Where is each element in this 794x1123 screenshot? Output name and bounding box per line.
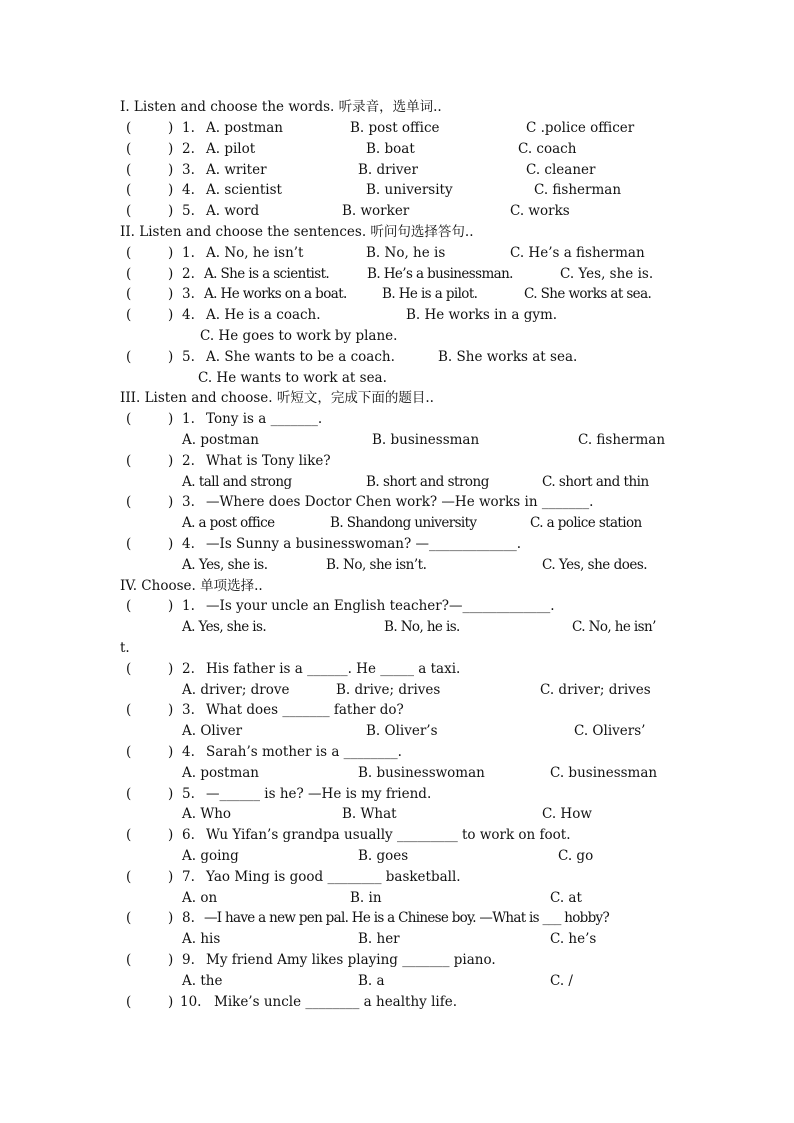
question-number: 2.	[182, 141, 195, 157]
options-row	[120, 721, 680, 741]
question-number: 6.	[182, 827, 195, 843]
question-row	[120, 867, 680, 887]
question-number: 4.	[182, 307, 195, 323]
question-number: III. Listen and choose. 听短文，完成下面的题目..	[120, 390, 434, 406]
option-c: C. He wants to work at sea.	[198, 370, 387, 386]
question-number: 1.	[182, 120, 195, 136]
option-a: A. pilot	[206, 141, 256, 157]
options-row	[120, 929, 680, 949]
question-row	[120, 659, 680, 679]
question-text: What is Tony like?	[206, 453, 331, 469]
option-c: C. coach	[518, 141, 577, 157]
question-text: —Is Sunny a businesswoman? —_____________.	[206, 536, 522, 552]
option-c: C. go	[558, 848, 594, 864]
option-b: B. He’s a businessman.	[367, 266, 513, 282]
question-number: 3.	[182, 702, 195, 718]
option-b: B. He is a pilot.	[382, 286, 478, 302]
question-number: 1.	[182, 411, 195, 427]
option-a: A. Yes, she is.	[182, 557, 268, 573]
question-text: —______ is he? —He is my friend.	[206, 786, 432, 802]
question-row	[120, 201, 680, 221]
option-c: C. fisherman	[578, 432, 666, 448]
question-number: 5.	[182, 203, 195, 219]
section-3-heading	[120, 388, 680, 408]
option-a: A. postman	[206, 120, 283, 136]
question-row	[120, 160, 680, 180]
option-a: A. No, he isn’t	[206, 245, 304, 261]
question-row	[120, 742, 680, 762]
option-a: A. going	[182, 848, 239, 864]
question-row	[120, 118, 680, 138]
option-a: A. Oliver	[182, 723, 243, 739]
options-row	[120, 430, 680, 450]
question-number: 1.	[182, 245, 195, 261]
option-c: C. He goes to work by plane.	[200, 328, 398, 344]
options-row	[120, 804, 680, 824]
question-number: 9.	[182, 952, 195, 968]
question-number: 5.	[182, 349, 195, 365]
option-a: A. Who	[182, 806, 232, 822]
question-text: Yao Ming is good ________ basketball.	[206, 869, 461, 885]
question-number: 10.	[180, 994, 202, 1010]
options-row	[120, 971, 680, 991]
question-number: 4.	[182, 536, 195, 552]
option-c: C. She works at sea.	[524, 286, 652, 302]
option-b: B. a	[358, 973, 385, 989]
option-b: B. university	[366, 182, 453, 198]
question-number: II. Listen and choose the sentences. 听问句选择答句..	[120, 224, 474, 240]
option-b: B. driver	[358, 162, 418, 178]
option-c: C. businessman	[550, 765, 658, 781]
option-b: B. What	[342, 806, 397, 822]
question-row	[120, 451, 680, 471]
option-c: C. Yes, she does.	[542, 557, 648, 573]
question-row	[120, 908, 680, 928]
wrap-row	[120, 638, 680, 658]
question-text: —Where does Doctor Chen work? —He works in _______.	[206, 494, 594, 510]
option-a: A. scientist	[206, 182, 282, 198]
question-number: 5.	[182, 786, 195, 802]
question-row	[120, 492, 680, 512]
option-a: A. tall and strong	[182, 474, 292, 490]
option-a: A. He works on a boat.	[204, 286, 347, 302]
question-text: Wu Yifan’s grandpa usually _________ to work on foot.	[206, 827, 571, 843]
options-row	[120, 680, 680, 700]
options-row	[120, 846, 680, 866]
question-number: 4.	[182, 182, 195, 198]
option-b: B. Oliver’s	[366, 723, 438, 739]
question-number: 2.	[182, 266, 195, 282]
option-b: B. businesswoman	[358, 765, 485, 781]
option-a: A. writer	[206, 162, 267, 178]
option-a: A. driver; drove	[182, 682, 290, 698]
options-row	[120, 617, 680, 637]
option-c-wrap: t.	[120, 640, 130, 656]
options-row	[120, 513, 680, 533]
question-number: 3.	[182, 286, 195, 302]
option-a: A. postman	[182, 765, 259, 781]
option-a: A. She is a scientist.	[204, 266, 330, 282]
section-1-heading	[120, 97, 680, 117]
question-row	[120, 700, 680, 720]
question-number: I. Listen and choose the words. 听录音，选单词..	[120, 99, 442, 115]
option-b: B. in	[350, 890, 382, 906]
option-c: C. cleaner	[526, 162, 596, 178]
option-a: A. word	[206, 203, 260, 219]
option-a: A. She wants to be a coach.	[206, 349, 395, 365]
question-row	[120, 950, 680, 970]
option-wrap-row	[120, 326, 680, 346]
option-c: C. Olivers’	[574, 723, 646, 739]
question-row	[120, 992, 680, 1012]
option-b: B. her	[358, 931, 400, 947]
option-c: C. short and thin	[542, 474, 649, 490]
question-text: —I have a new pen pal. He is a Chinese boy. —What is ___ hobby?	[204, 910, 609, 926]
question-row	[120, 409, 680, 429]
options-row	[120, 763, 680, 783]
option-c: C. Yes, she is.	[560, 266, 654, 282]
option-c: C .police officer	[526, 120, 635, 136]
question-row	[120, 305, 680, 325]
question-text: Sarah’s mother is a ________.	[206, 744, 402, 760]
question-row	[120, 825, 680, 845]
option-b: B. post office	[350, 120, 440, 136]
question-number: 3.	[182, 494, 195, 510]
option-c: C. /	[550, 973, 573, 989]
option-b: B. businessman	[372, 432, 480, 448]
question-number: IV. Choose. 单项选择..	[120, 578, 263, 594]
question-number: 2.	[182, 661, 195, 677]
option-wrap-row	[120, 368, 680, 388]
section-2-heading	[120, 222, 680, 242]
question-row	[120, 596, 680, 616]
question-number: 4.	[182, 744, 195, 760]
question-text: Tony is a _______.	[206, 411, 323, 427]
option-c: C. No, he isn’	[572, 619, 656, 635]
question-number: 3.	[182, 162, 195, 178]
question-row	[120, 180, 680, 200]
question-text: His father is a ______. He _____ a taxi.	[206, 661, 461, 677]
option-a: A. a post office	[182, 515, 275, 531]
options-row	[120, 888, 680, 908]
option-c: C. He’s a fisherman	[510, 245, 645, 261]
option-a: A. He is a coach.	[206, 307, 321, 323]
option-c: C. driver; drives	[540, 682, 651, 698]
option-a: A. his	[182, 931, 221, 947]
option-c: C. a police station	[530, 515, 642, 531]
question-text: What does _______ father do?	[206, 702, 404, 718]
question-row	[120, 264, 680, 284]
option-a: A. postman	[182, 432, 259, 448]
question-row	[120, 139, 680, 159]
option-a: A. the	[182, 973, 223, 989]
question-number: 7.	[182, 869, 195, 885]
question-row	[120, 784, 680, 804]
option-c: C. he’s	[550, 931, 597, 947]
question-text: —Is your uncle an English teacher?—_____________.	[206, 598, 555, 614]
option-b: B. No, she isn’t.	[326, 557, 427, 573]
option-b: B. He works in a gym.	[406, 307, 558, 323]
option-b: B. worker	[342, 203, 410, 219]
option-c: C. works	[510, 203, 570, 219]
option-b: B. Shandong university	[330, 515, 477, 531]
option-c: C. How	[542, 806, 592, 822]
question-row	[120, 347, 680, 367]
section-4-heading	[120, 576, 680, 596]
option-a: A. on	[182, 890, 218, 906]
question-number: 1.	[182, 598, 195, 614]
option-a: A. Yes, she is.	[182, 619, 267, 635]
question-row	[120, 284, 680, 304]
question-number: 2.	[182, 453, 195, 469]
question-row	[120, 534, 680, 554]
option-b: B. drive; drives	[336, 682, 441, 698]
option-c: C. fisherman	[534, 182, 622, 198]
option-c: C. at	[550, 890, 582, 906]
option-b: B. No, he is	[366, 245, 446, 261]
option-b: B. No, he is.	[384, 619, 460, 635]
option-b: B. She works at sea.	[438, 349, 578, 365]
question-row	[120, 243, 680, 263]
question-number: 8.	[182, 910, 195, 926]
question-text: My friend Amy likes playing _______ piano.	[206, 952, 496, 968]
question-text: Mike’s uncle ________ a healthy life.	[214, 994, 457, 1010]
option-b: B. goes	[358, 848, 409, 864]
option-b: B. boat	[366, 141, 415, 157]
options-row	[120, 472, 680, 492]
options-row	[120, 555, 680, 575]
option-b: B. short and strong	[366, 474, 489, 490]
